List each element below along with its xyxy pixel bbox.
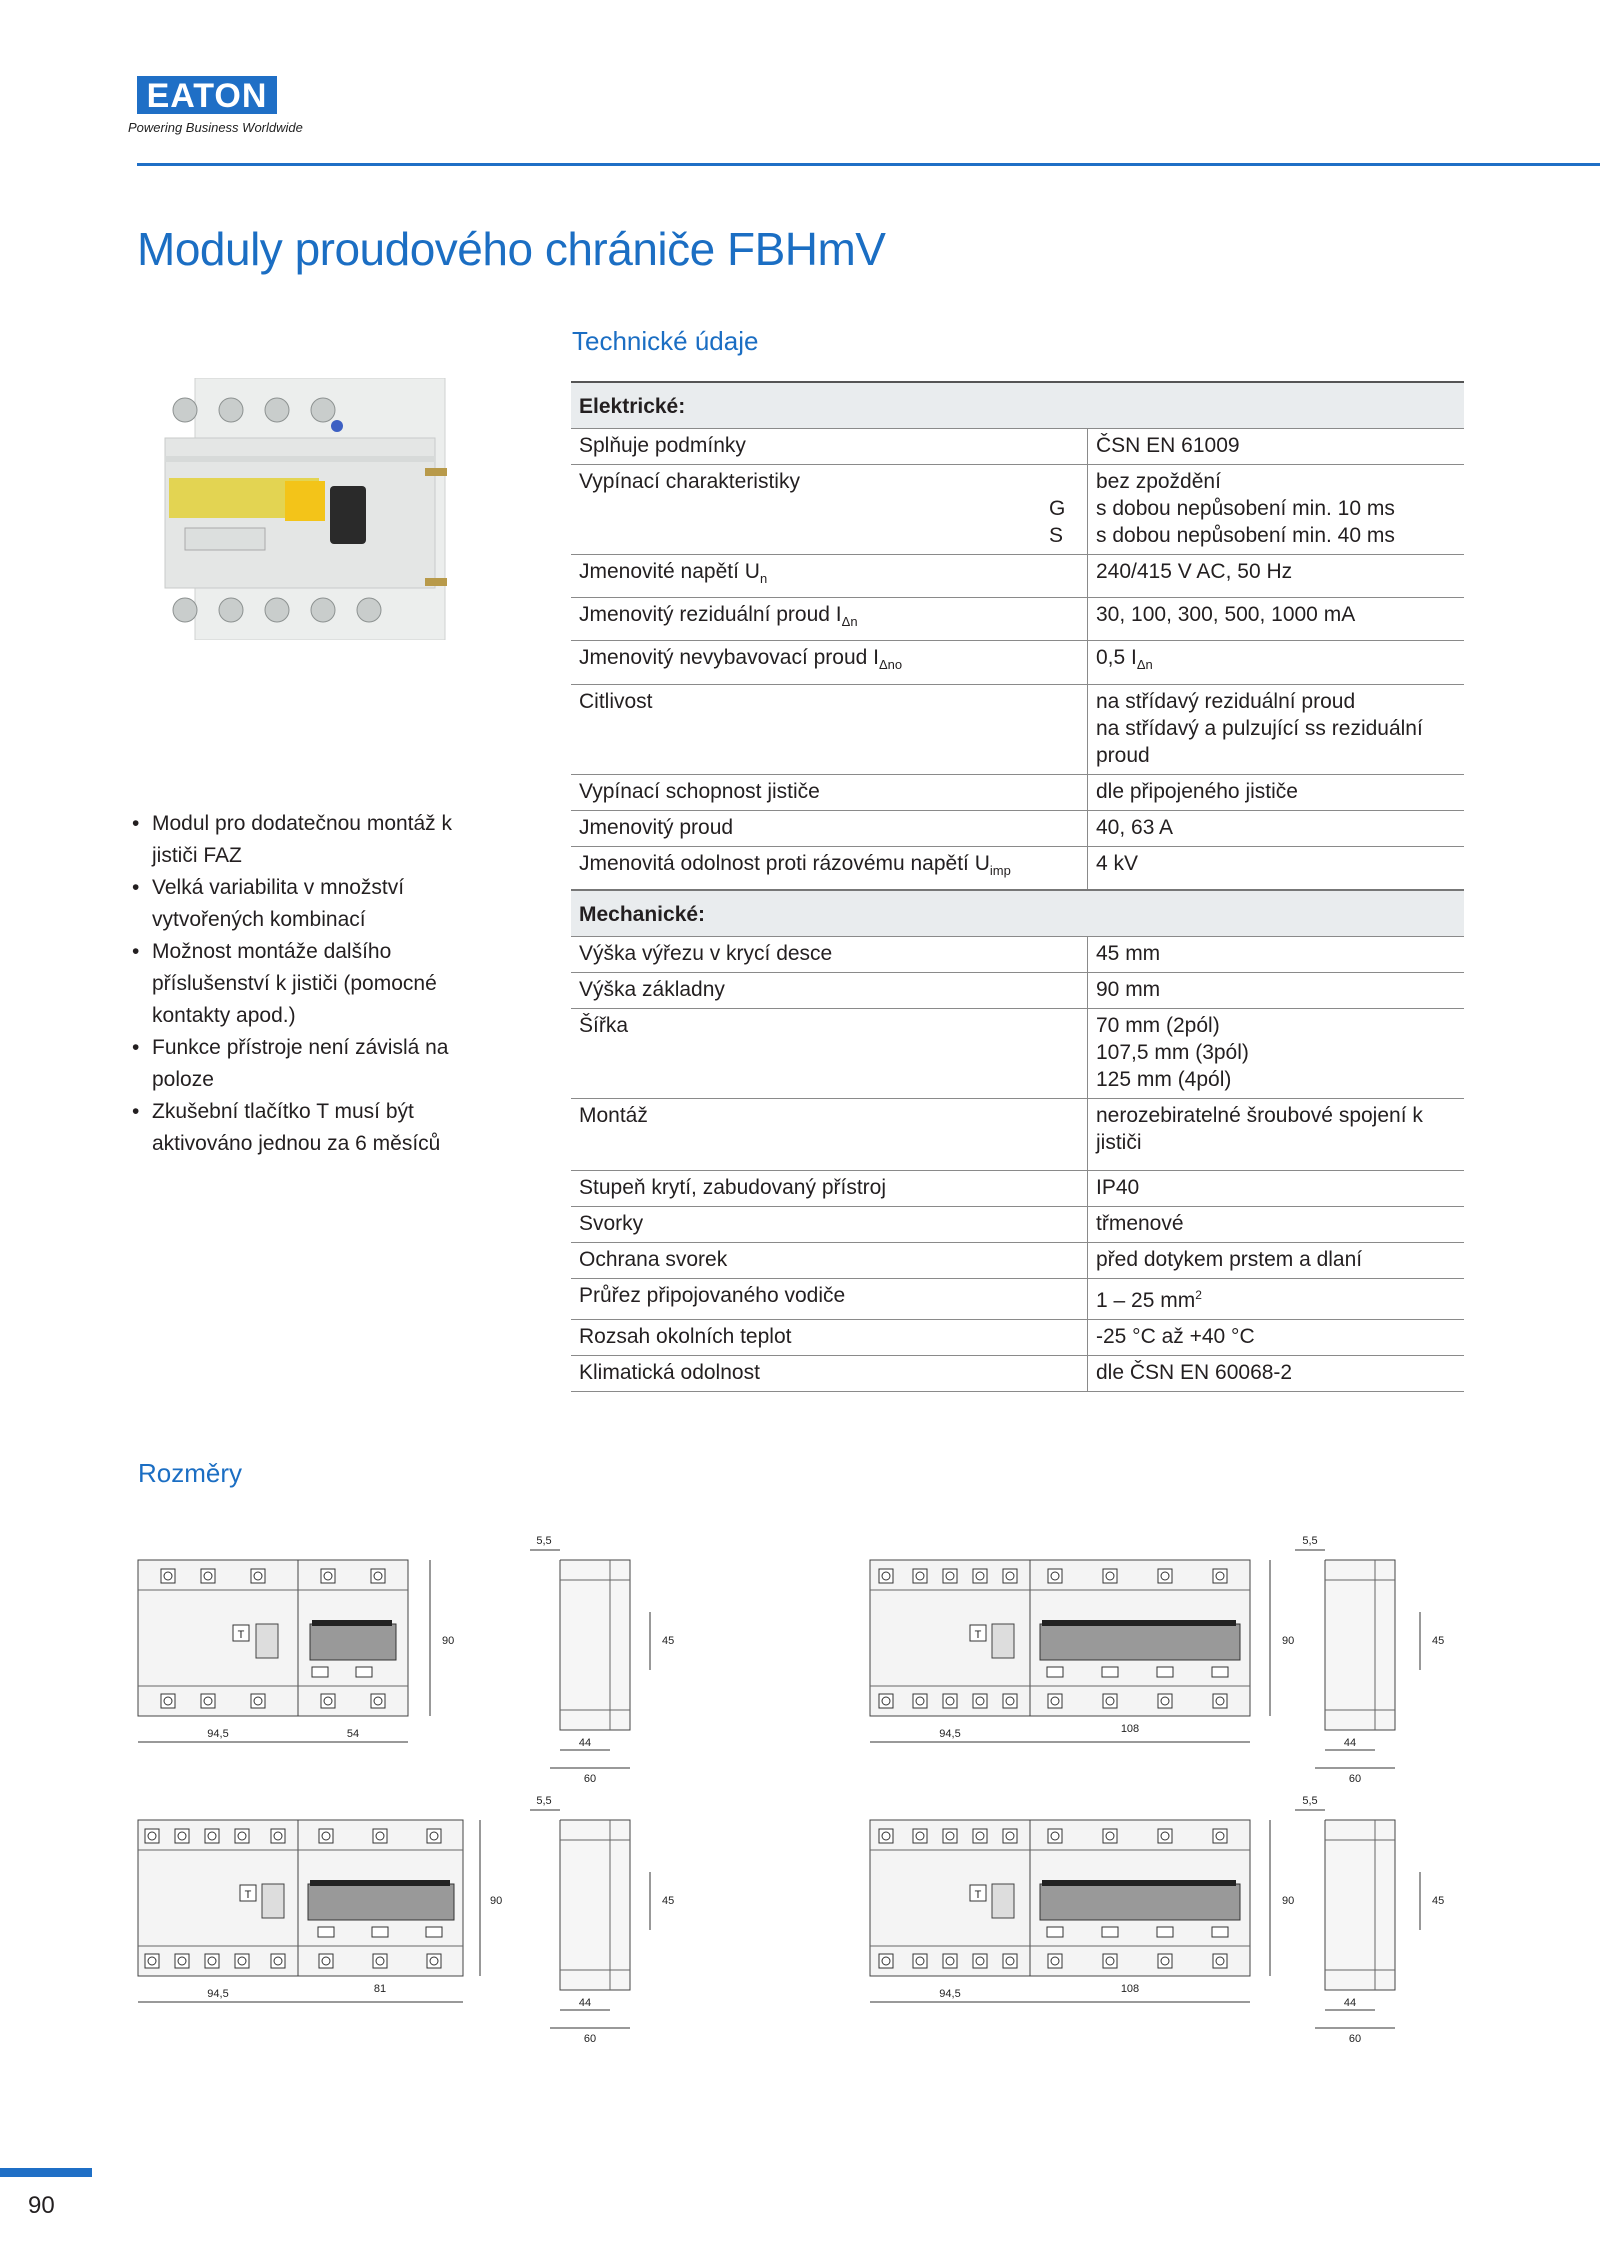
list-item: • Funkce přístroje není závislá na poloze [128, 1032, 488, 1096]
row-label: Klimatická odolnost [571, 1355, 1088, 1391]
electrical-heading: Elektrické: [571, 382, 1464, 429]
row-label [571, 465, 1088, 555]
label-subscript: imp [989, 862, 1011, 878]
label-subscript: n [759, 571, 768, 587]
value-line: s dobou nepůsobení min. 10 ms [1096, 497, 1395, 520]
row-value: 45 mm [1088, 936, 1465, 972]
trip-codes [1049, 468, 1079, 549]
row-label: Výška výřezu v krycí desce [571, 936, 1088, 972]
row-label [571, 555, 1088, 598]
side-view [1295, 1795, 1444, 2045]
dim-depth-inner: 44 [578, 1997, 592, 2009]
dim-breaker-width: 108 [1120, 1723, 1140, 1735]
feature-list [128, 808, 488, 1160]
dim-module-width: 94,5 [207, 1988, 229, 2000]
dim-breaker-width: 108 [1120, 1983, 1140, 1995]
dim-breaker-width: 81 [373, 1983, 387, 1995]
value-text: 0,5 I [1096, 646, 1137, 670]
row-label: Výška základny [571, 972, 1088, 1008]
page-number-bar [0, 2168, 92, 2177]
row-value [1088, 1098, 1465, 1170]
table-row [571, 774, 1464, 810]
dim-top-label: 5,5 [536, 1795, 552, 1807]
row-label: Montáž [571, 1098, 1088, 1170]
row-value: 90 mm [1088, 972, 1465, 1008]
dim-height-label: 90 [490, 1895, 503, 1907]
table-row [571, 641, 1464, 684]
trip-code: G [1049, 497, 1066, 520]
row-label: Stupeň krytí, zabudovaný přístroj [571, 1170, 1088, 1206]
mechanical-heading: Mechanické: [571, 890, 1464, 937]
value-line: 107,5 mm (3pól) [1096, 1040, 1249, 1064]
table-row [571, 1355, 1464, 1391]
table-row [571, 1008, 1464, 1098]
dim-module-width: 94,5 [207, 1728, 229, 1740]
test-button-label: T [237, 1629, 245, 1641]
side-view [530, 1535, 674, 1785]
row-value: 30, 100, 300, 500, 1000 mA [1088, 598, 1465, 641]
dim-cut-label: 45 [662, 1895, 675, 1907]
dim-depth-label: 60 [583, 1773, 597, 1785]
front-view-4pole-alt [870, 1820, 1294, 2002]
label-subscript: Δn [841, 614, 858, 630]
front-view-4pole [870, 1560, 1294, 1742]
row-value: 4 kV [1088, 846, 1465, 890]
row-value: před dotykem prstem a dlaní [1088, 1242, 1465, 1278]
row-value [1088, 1008, 1465, 1098]
row-value [1088, 1278, 1465, 1319]
label-text: Jmenovitý reziduální proud I [579, 603, 842, 627]
row-value: 40, 63 A [1088, 810, 1465, 846]
value-line: s dobou nepůsobení min. 40 ms [1096, 524, 1395, 547]
label-text: Jmenovité napětí U [579, 560, 760, 583]
dimensions-heading: Rozměry [138, 1458, 243, 1488]
value-superscript: 2 [1195, 1287, 1202, 1302]
dim-module-width: 94,5 [939, 1988, 961, 2000]
row-label: Šířka [571, 1008, 1088, 1098]
dim-top-label: 5,5 [1302, 1535, 1318, 1547]
table-row [571, 1319, 1464, 1355]
row-label [571, 598, 1088, 641]
dim-cut-label: 45 [1432, 1635, 1445, 1647]
front-view-2pole [138, 1560, 454, 1742]
row-label [571, 846, 1088, 890]
dim-depth-label: 60 [583, 2033, 597, 2045]
label-text: Jmenovitý nevybavovací proud I [579, 646, 879, 670]
dim-depth-label: 60 [1348, 2033, 1362, 2045]
dim-height-label: 90 [442, 1635, 455, 1647]
table-row [571, 598, 1464, 641]
test-button-label: T [244, 1889, 252, 1901]
row-value: dle připojeného jističe [1088, 774, 1465, 810]
row-label: Svorky [571, 1206, 1088, 1242]
electrical-header-row [571, 382, 1464, 429]
dim-height-label: 90 [1282, 1635, 1295, 1647]
list-item: • Zkušební tlačítko T musí být aktivováno jednou za 6 měsíců [128, 1096, 488, 1160]
mechanical-header-row [571, 890, 1464, 937]
table-row [571, 846, 1464, 890]
table-row [571, 972, 1464, 1008]
row-label: Ochrana svorek [571, 1242, 1088, 1278]
eaton-logo [137, 76, 277, 114]
row-value: 240/415 V AC, 50 Hz [1088, 555, 1465, 598]
value-line: na střídavý reziduální proud [1096, 689, 1356, 713]
dim-depth-inner: 44 [578, 1737, 592, 1749]
table-row [571, 684, 1464, 774]
value-line: na střídavý a pulzující ss reziduální proud [1096, 716, 1423, 767]
row-value [1088, 465, 1465, 555]
spec-table [571, 381, 1464, 1392]
dim-cut-label: 45 [1432, 1895, 1445, 1907]
table-row [571, 555, 1464, 598]
dim-depth-inner: 44 [1343, 1997, 1357, 2009]
header-rule [137, 163, 1600, 166]
table-row [571, 1098, 1464, 1170]
row-value: IP40 [1088, 1170, 1465, 1206]
product-photo [155, 378, 475, 640]
side-view [1295, 1535, 1444, 1785]
table-row [571, 810, 1464, 846]
table-row [571, 429, 1464, 465]
table-row [571, 465, 1464, 555]
page-number: 90 [28, 2192, 55, 2219]
dim-depth-inner: 44 [1343, 1737, 1357, 1749]
dim-height-label: 90 [1282, 1895, 1295, 1907]
list-item: • Velká variabilita v množství vytvořených kombinací [128, 872, 488, 936]
row-value: dle ČSN EN 60068-2 [1088, 1355, 1465, 1391]
row-value: třmenové [1088, 1206, 1465, 1242]
row-value [1088, 641, 1465, 684]
dim-top-label: 5,5 [536, 1535, 552, 1547]
row-label: Jmenovitý proud [571, 810, 1088, 846]
trip-code [1049, 468, 1079, 495]
label-text: Jmenovitá odolnost proti rázovému napětí U [579, 851, 990, 875]
list-item: • Modul pro dodatečnou montáž k jističi FAZ [128, 808, 488, 872]
table-row [571, 936, 1464, 972]
row-value: ČSN EN 61009 [1088, 429, 1465, 465]
table-row [571, 1206, 1464, 1242]
trip-code: S [1049, 524, 1064, 547]
row-value [1088, 684, 1465, 774]
row-label: Citlivost [571, 684, 1088, 774]
row-value: -25 °C až +40 °C [1088, 1319, 1465, 1355]
row-label: Rozsah okolních teplot [571, 1319, 1088, 1355]
list-item: • Možnost montáže dalšího příslušenství k jističi (pomocné kontakty apod.) [128, 936, 488, 1032]
row-label: Průřez připojovaného vodiče [571, 1278, 1088, 1319]
dim-cut-label: 45 [662, 1635, 675, 1647]
value-subscript: Δn [1136, 657, 1153, 673]
svg-text:EATON: EATON [146, 77, 268, 114]
value-line: 125 mm (4pól) [1096, 1067, 1232, 1091]
row-label-text: Vypínací charakteristiky [579, 470, 800, 493]
table-row [571, 1278, 1464, 1319]
value-line: bez zpoždění [1096, 470, 1221, 493]
front-view-3pole [138, 1820, 502, 2002]
tech-data-heading: Technické údaje [572, 326, 759, 356]
dim-depth-label: 60 [1348, 1773, 1362, 1785]
brand-tagline: Powering Business Worldwide [128, 120, 303, 135]
row-label [571, 641, 1088, 684]
side-view [530, 1795, 674, 2045]
page-title: Moduly proudového chrániče FBHmV [137, 223, 886, 275]
row-label: Vypínací schopnost jističe [571, 774, 1088, 810]
dimension-drawings [130, 1520, 1500, 2120]
row-label: Splňuje podmínky [571, 429, 1088, 465]
dim-top-label: 5,5 [1302, 1795, 1318, 1807]
table-row [571, 1170, 1464, 1206]
dim-module-width: 94,5 [939, 1728, 961, 1740]
value-line: nerozebiratelné šroubové spojení k jističi [1096, 1103, 1423, 1154]
dim-breaker-width: 54 [346, 1728, 360, 1740]
value-text: 1 – 25 mm [1096, 1288, 1196, 1312]
test-button-label: T [974, 1889, 982, 1901]
test-button-label: T [974, 1629, 982, 1641]
value-line: 70 mm (2pól) [1096, 1013, 1220, 1037]
table-row [571, 1242, 1464, 1278]
label-subscript: Δno [879, 657, 903, 673]
